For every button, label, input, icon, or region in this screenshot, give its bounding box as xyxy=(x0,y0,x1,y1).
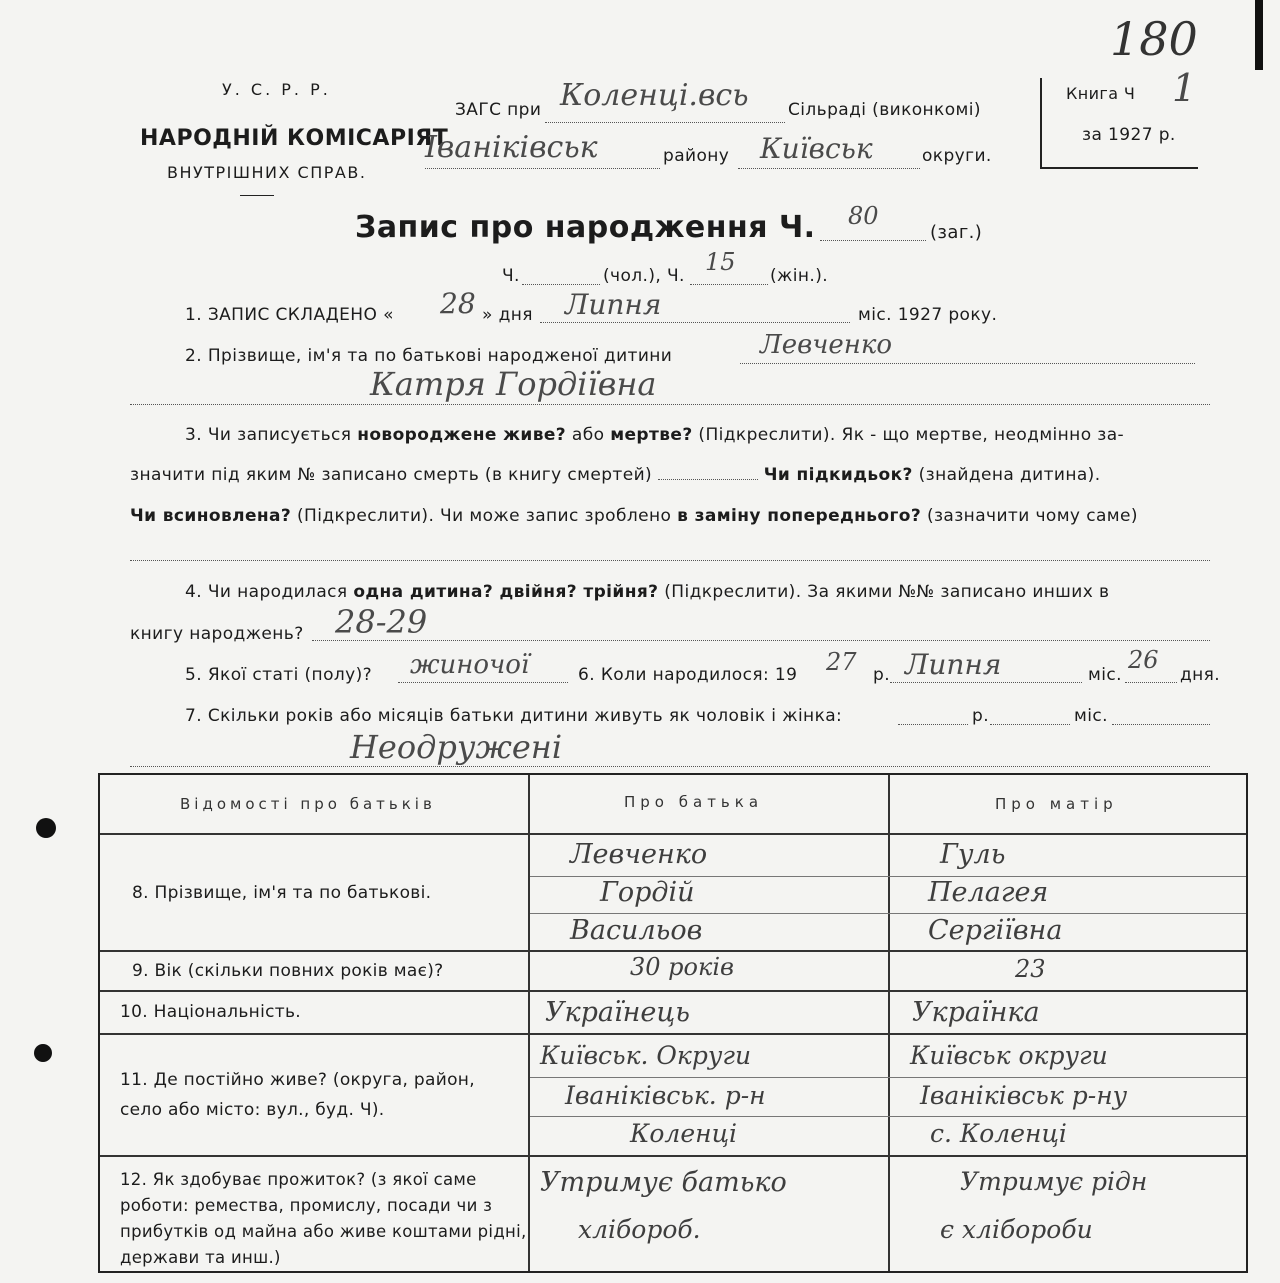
item3-question-text: 3. Чи записується xyxy=(185,425,352,445)
row11-subline-2 xyxy=(530,1116,1246,1117)
item3-line3 xyxy=(130,506,1138,526)
zags-prefix: ЗАГС при xyxy=(455,100,542,120)
mother-residence-okruha: Київськ округи xyxy=(910,1041,1108,1070)
father-residence-village: Коленці xyxy=(630,1119,738,1148)
father-residence-okruha: Київськ. Округи xyxy=(540,1041,752,1070)
row8-subline-2 xyxy=(530,913,1246,914)
item6-month-handwriting: Липня xyxy=(905,648,1002,681)
okruha-line xyxy=(738,168,920,169)
item4-line1 xyxy=(185,582,1109,602)
district-line xyxy=(425,168,660,169)
mother-first-name: Пелагея xyxy=(928,877,1049,908)
corner-number-handwriting: 180 xyxy=(1110,12,1198,66)
item3-adopted-option: Чи всиновлена? xyxy=(130,506,292,526)
male-count-label: (чол.), Ч. xyxy=(603,266,685,286)
col-header-mother: Про матір xyxy=(995,795,1118,813)
org-line-internal-affairs: ВНУТРІШНИХ СПРАВ. xyxy=(167,163,367,182)
book-box-left-border xyxy=(1040,78,1042,168)
table-col-divider-1 xyxy=(528,775,530,1271)
item7-years-label: р. xyxy=(972,706,989,726)
female-count-line xyxy=(690,284,768,285)
item7-years-line xyxy=(898,724,968,725)
table-row-divider-9 xyxy=(100,990,1246,992)
male-count-prefix: Ч. xyxy=(502,266,520,286)
org-line-ussr: У. С. Р. Р. xyxy=(222,80,331,99)
father-age: 30 років xyxy=(630,953,734,981)
okruha-handwriting: Київськ xyxy=(760,132,873,165)
zags-suffix: Сільраді (виконкомі) xyxy=(788,100,981,120)
col-header-father: Про батька xyxy=(624,793,764,811)
item6-day-handwriting: 26 xyxy=(1128,646,1159,674)
item6-label: 6. Коли народилося: 19 xyxy=(578,665,798,685)
zags-village-handwriting: Коленці.всь xyxy=(560,78,749,113)
item6-day-label: дня. xyxy=(1180,665,1221,685)
item4-numbers-line xyxy=(312,640,1210,641)
okruha-label: округи. xyxy=(922,146,992,166)
item3-death-number-text: значити під яким № записано смерть (в книгу смертей) xyxy=(130,465,653,485)
ink-blot-upper xyxy=(36,818,56,838)
header-divider xyxy=(240,195,274,196)
item3-alive-option: новороджене живе? xyxy=(357,425,567,445)
item2-surname-handwriting: Левченко xyxy=(760,330,893,360)
row11-label: 11. Де постійно живе? (округа, район, село або місто: вул., буд. Ч). xyxy=(120,1070,475,1120)
item3-death-number-line xyxy=(658,479,758,480)
record-number-line xyxy=(820,240,926,241)
district-label: району xyxy=(663,146,730,166)
item1-month-handwriting: Липня xyxy=(565,288,662,321)
row8-label: 8. Прізвище, ім'я та по батькові. xyxy=(132,883,432,903)
item5-sex-handwriting: жиночої xyxy=(410,650,530,680)
father-patronymic: Васильов xyxy=(570,915,703,946)
item3-foundling-note: (знайдена дитина). xyxy=(918,465,1101,485)
table-row-divider-10 xyxy=(100,1033,1246,1035)
item3-replacement-note: (зазначити чому саме) xyxy=(926,506,1138,526)
item3-line2 xyxy=(130,465,1101,485)
item3-reason-line xyxy=(130,560,1210,561)
record-number-handwriting: 80 xyxy=(848,202,879,230)
mother-age: 23 xyxy=(1015,955,1046,983)
item3-replacement-text: (Підкреслити). Чи може запис зроблено xyxy=(296,506,672,526)
table-col-divider-2 xyxy=(888,775,890,1271)
row10-label: 10. Національність. xyxy=(120,1002,301,1022)
item4-other-records-label: книгу народжень? xyxy=(130,624,304,644)
zags-village-line xyxy=(545,122,785,123)
item7-status-handwriting: Неодружені xyxy=(350,728,563,766)
item2-surname-line xyxy=(740,363,1195,364)
father-residence-raion: Іваніківськ. р-н xyxy=(565,1081,766,1110)
item7-tail-line xyxy=(1112,724,1210,725)
item3-foundling-option: Чи підкидьок? xyxy=(763,465,913,485)
father-first-name: Гордій xyxy=(600,877,695,908)
row12-label: 12. Як здобуває прожиток? (з якої саме роботи: ремества, промислу, посади чи з прибутків од майна або живе коштами рідні, держави та инш.) xyxy=(120,1170,527,1267)
item1-day-label: » дня xyxy=(482,305,533,325)
record-title: Запис про народження Ч. xyxy=(355,210,816,245)
row11-subline-1 xyxy=(530,1077,1246,1078)
org-line-commissariat: НАРОДНІЙ КОМІСАРІЯТ xyxy=(140,126,449,151)
item4-numbers-handwriting: 28-29 xyxy=(335,603,428,641)
book-number-handwriting: 1 xyxy=(1172,66,1197,110)
book-box-bottom-border xyxy=(1040,167,1198,169)
item7-months-line xyxy=(990,724,1070,725)
item3-dead-option: мертве? xyxy=(610,425,693,445)
item6-year-handwriting: 27 xyxy=(826,648,857,676)
item5-label: 5. Якої статі (полу)? xyxy=(185,665,373,685)
female-count-label: (жін.). xyxy=(770,266,829,286)
father-livelihood-line2: хлібороб. xyxy=(578,1215,701,1244)
mother-residence-village: с. Коленці xyxy=(930,1119,1067,1148)
book-year: за 1927 р. xyxy=(1082,125,1176,145)
item6-year-suffix: р. xyxy=(873,665,890,685)
item4-question-text: 4. Чи народилася xyxy=(185,582,348,602)
mother-livelihood-line2: є хлібороби xyxy=(940,1215,1093,1244)
father-livelihood-line1: Утримує батько xyxy=(540,1167,787,1198)
row9-label: 9. Вік (скільки повних років має)? xyxy=(132,961,444,981)
item6-month-label: міс. xyxy=(1088,665,1122,685)
female-count-handwriting: 15 xyxy=(705,248,736,276)
parents-table xyxy=(98,773,1248,1273)
item3-instruction: (Підкреслити). Як - що мертве, неодмінно за- xyxy=(698,425,1125,445)
item6-month-line xyxy=(890,682,1082,683)
table-header-divider xyxy=(100,833,1246,835)
item1-prefix: 1. ЗАПИС СКЛАДЕНО « xyxy=(185,305,394,325)
item7-label: 7. Скільки років або місяців батьки дитини живуть як чоловік і жінка: xyxy=(185,706,843,726)
mother-surname: Гуль xyxy=(940,839,1006,870)
item1-day-handwriting: 28 xyxy=(440,287,476,320)
item3-line1 xyxy=(185,425,1124,445)
item3-replacement-option: в заміну попереднього? xyxy=(677,506,922,526)
item4-instruction: (Підкреслити). За якими №№ записано инших в xyxy=(664,582,1110,602)
male-count-line xyxy=(522,284,600,285)
item1-suffix: міс. 1927 року. xyxy=(858,305,998,325)
ink-blot-lower xyxy=(34,1044,52,1062)
item1-month-line xyxy=(540,322,850,323)
item6-day-line xyxy=(1125,682,1177,683)
col-header-parents-info: Відомості про батьків xyxy=(180,795,436,813)
father-surname: Левченко xyxy=(570,839,708,870)
father-nationality: Українець xyxy=(545,997,690,1028)
item5-sex-line xyxy=(398,682,568,683)
table-row-divider-8 xyxy=(100,950,1246,952)
mother-residence-raion: Іваніківськ р-ну xyxy=(920,1081,1128,1110)
item2-name-line xyxy=(130,404,1210,405)
item2-label: 2. Прізвище, ім'я та по батькові народженої дитини xyxy=(185,346,673,366)
table-row-divider-11 xyxy=(100,1155,1246,1157)
book-label: Книга Ч xyxy=(1066,84,1136,103)
mother-livelihood-line1: Утримує рідн xyxy=(960,1167,1148,1196)
district-handwriting: Іваніківськ xyxy=(425,130,598,165)
page-edge-mark xyxy=(1255,0,1263,70)
item7-status-line xyxy=(130,766,1210,767)
mother-nationality: Українка xyxy=(912,997,1040,1028)
item2-name-handwriting: Катря Гордіївна xyxy=(370,365,657,403)
item7-months-label: міс. xyxy=(1074,706,1108,726)
record-suffix: (заг.) xyxy=(930,222,983,243)
mother-patronymic: Сергіївна xyxy=(928,915,1063,946)
item4-birth-options: одна дитина? двійня? трійня? xyxy=(353,582,659,602)
item3-or-text: або xyxy=(571,425,605,445)
